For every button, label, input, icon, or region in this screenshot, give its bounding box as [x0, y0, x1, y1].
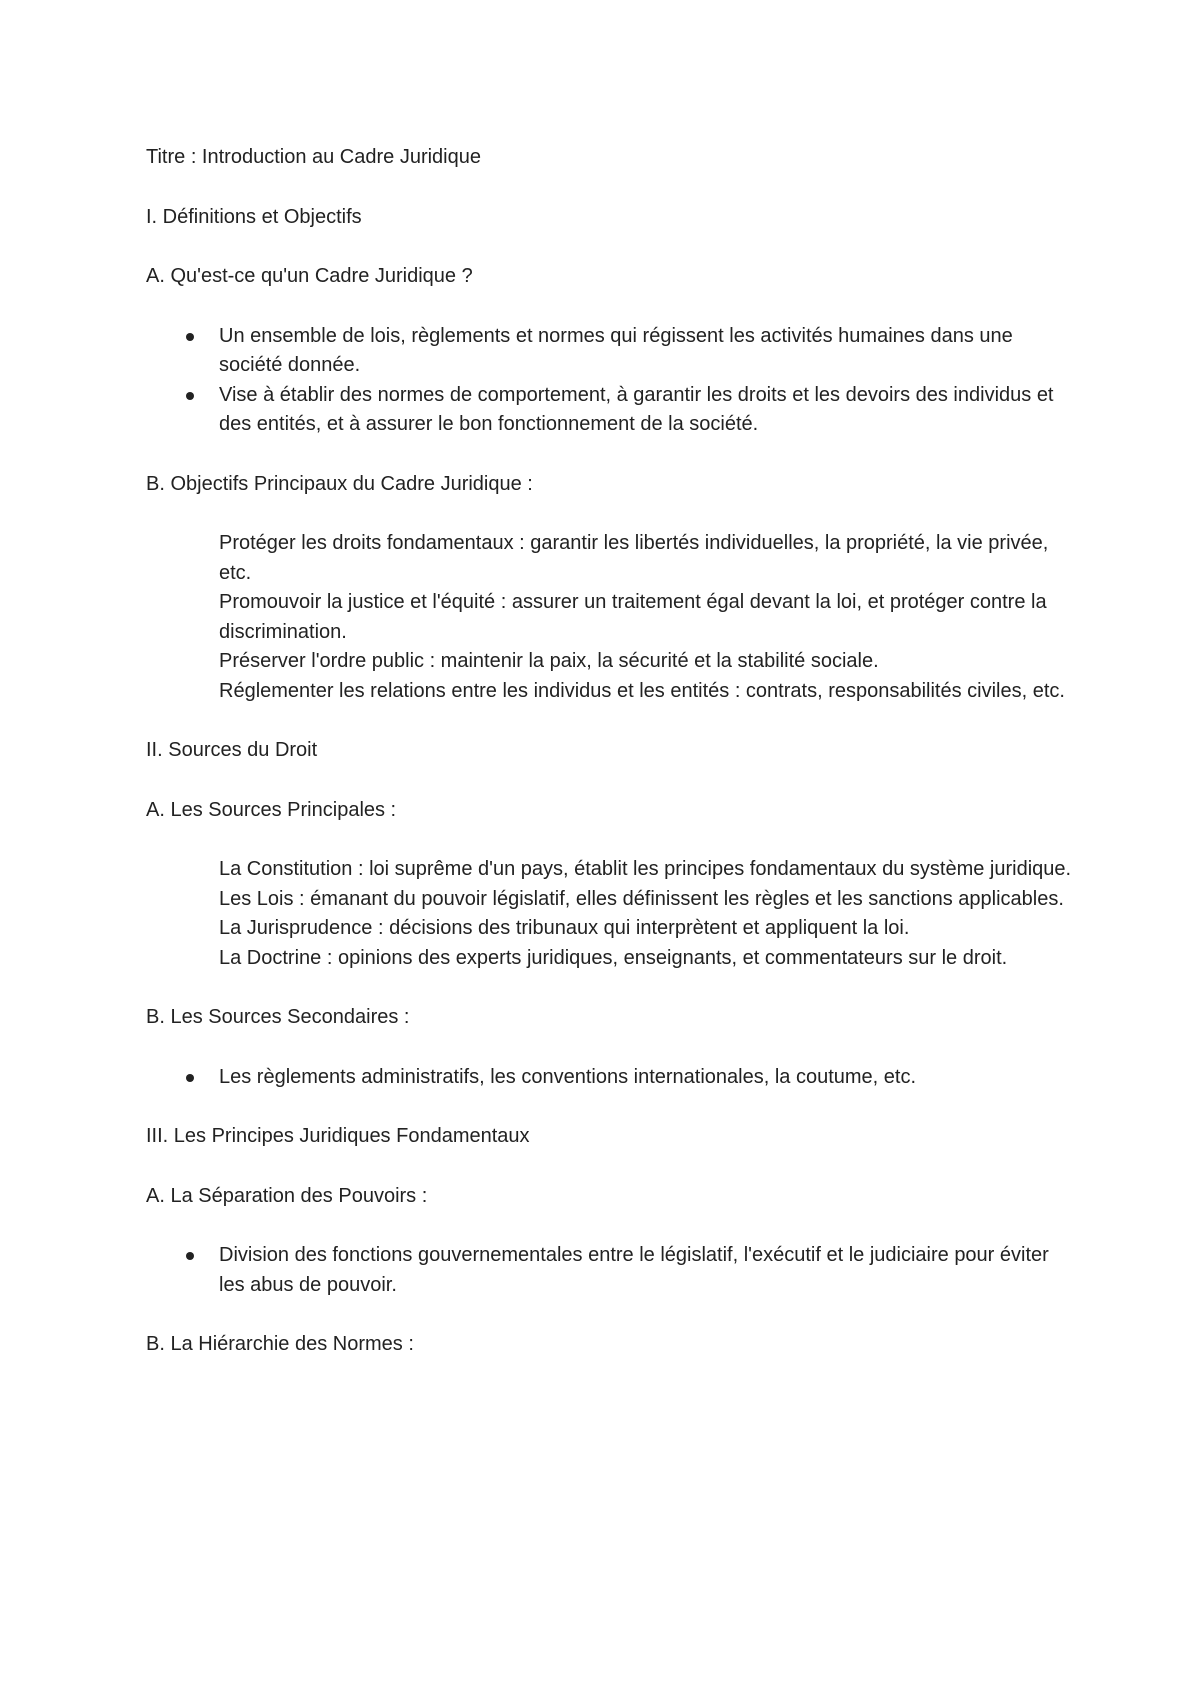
section-heading-1: I. Définitions et Objectifs — [146, 205, 362, 228]
bullet-dot-icon — [186, 333, 194, 341]
bullet-dot-icon — [186, 1074, 194, 1082]
bullet-list-1a — [146, 322, 1076, 440]
list-item: Promouvoir la justice et l'équité : assurer un traitement égal devant la loi, et protéger contre la discrimination. — [219, 591, 1047, 643]
list-item — [146, 1063, 1076, 1093]
subsection-heading-3a: A. La Séparation des Pouvoirs : — [146, 1184, 428, 1207]
subsection-heading-2b: B. Les Sources Secondaires : — [146, 1006, 410, 1028]
list-item: La Jurisprudence : décisions des tribunaux qui interprètent et appliquent la loi. — [219, 917, 910, 939]
indented-list-1b — [146, 529, 1076, 706]
list-item: Préserver l'ordre public : maintenir la paix, la sécurité et la stabilité sociale. — [219, 650, 879, 672]
bullet-dot-icon — [186, 392, 194, 400]
list-item: Les Lois : émanant du pouvoir législatif, elles définissent les règles et les sanctions applicables. — [219, 887, 1064, 910]
section-heading-3: III. Les Principes Juridiques Fondamentaux — [146, 1125, 530, 1147]
indented-list-2a — [146, 855, 1076, 973]
list-item-text: Division des fonctions gouvernementales entre le législatif, l'exécutif et le judiciaire pour éviter les abus de pouvoir. — [219, 1244, 1049, 1296]
subsection-heading-2a: A. Les Sources Principales : — [146, 798, 397, 821]
list-item: Réglementer les relations entre les individus et les entités : contrats, responsabilités civiles, etc. — [219, 679, 1065, 702]
list-item: Protéger les droits fondamentaux : garantir les libertés individuelles, la propriété, la vie privée, etc. — [219, 532, 1049, 584]
document-page — [146, 143, 1076, 1390]
section-heading-2: II. Sources du Droit — [146, 739, 318, 761]
list-item — [146, 322, 1076, 381]
list-item-text: Un ensemble de lois, règlements et normes qui régissent les activités humaines dans une société donnée. — [219, 324, 1013, 376]
list-item: La Constitution : loi suprême d'un pays, établit les principes fondamentaux du système juridique. — [219, 858, 1072, 880]
document-title: Titre : Introduction au Cadre Juridique — [146, 146, 481, 168]
subsection-heading-3b: B. La Hiérarchie des Normes : — [146, 1333, 414, 1355]
subsection-heading-1a: A. Qu'est-ce qu'un Cadre Juridique ? — [146, 265, 473, 287]
list-item — [146, 1241, 1076, 1300]
list-item-text: Les règlements administratifs, les conventions internationales, la coutume, etc. — [219, 1065, 917, 1088]
subsection-heading-1b: B. Objectifs Principaux du Cadre Juridique : — [146, 472, 533, 495]
list-item: La Doctrine : opinions des experts juridiques, enseignants, et commentateurs sur le droit. — [219, 946, 1008, 969]
bullet-dot-icon — [186, 1252, 194, 1260]
bullet-list-2b — [146, 1063, 1076, 1093]
list-item-text: Vise à établir des normes de comportement, à garantir les droits et les devoirs des individus et des entités, et à assurer le bon fonctionnement de la société. — [219, 383, 1054, 435]
list-item — [146, 381, 1076, 440]
bullet-list-3a — [146, 1241, 1076, 1300]
